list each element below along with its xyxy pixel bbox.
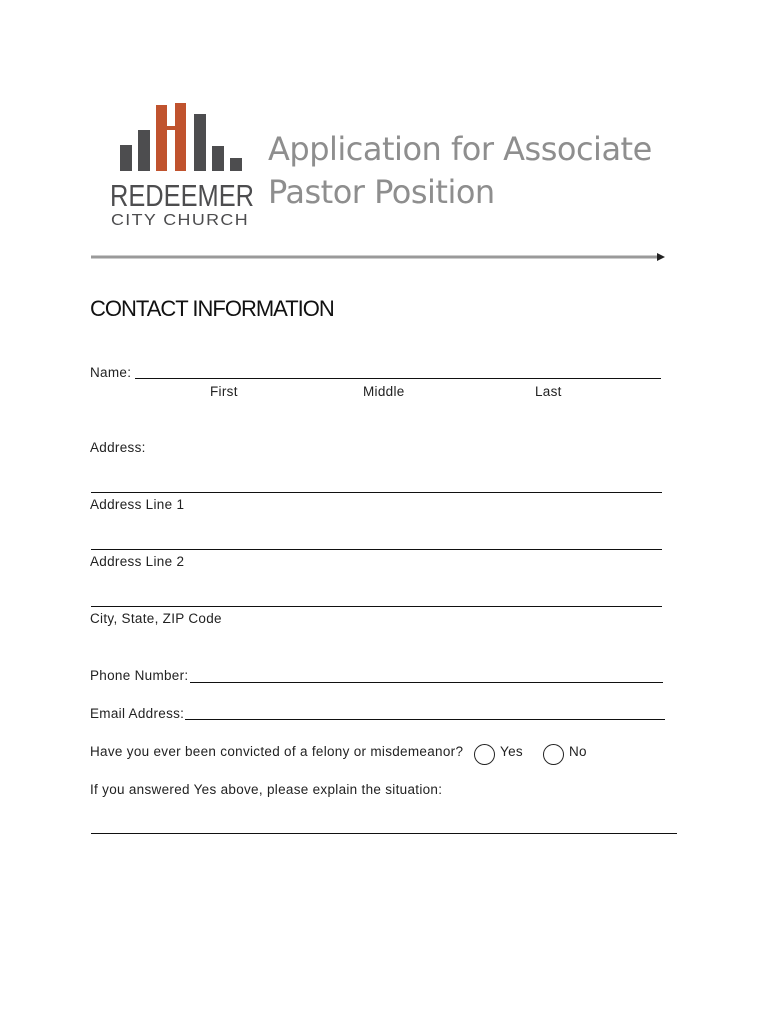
- name-field[interactable]: [135, 378, 661, 379]
- last-name-caption: Last: [535, 384, 562, 399]
- address-line-1-field[interactable]: [91, 492, 662, 493]
- address-line-2-caption: Address Line 2: [90, 554, 185, 569]
- explain-field[interactable]: [91, 833, 677, 834]
- address-line-1-caption: Address Line 1: [90, 497, 185, 512]
- header-divider: [91, 249, 665, 259]
- first-name-caption: First: [210, 384, 238, 399]
- felony-question: Have you ever been convicted of a felony or misdemeanor?: [90, 744, 464, 759]
- explain-label: If you answered Yes above, please explain the situation:: [90, 782, 443, 797]
- city-state-zip-field[interactable]: [91, 606, 662, 607]
- no-label: No: [569, 744, 587, 759]
- email-field[interactable]: [185, 719, 665, 720]
- address-line-2-field[interactable]: [91, 549, 662, 550]
- church-logo: [108, 100, 258, 232]
- no-radio[interactable]: [543, 744, 564, 765]
- city-state-zip-caption: City, State, ZIP Code: [90, 611, 222, 626]
- page-title-line-2: Pastor Position: [268, 173, 495, 211]
- logo-mark-icon: [108, 100, 258, 232]
- yes-label: Yes: [500, 744, 523, 759]
- phone-label: Phone Number:: [90, 668, 189, 683]
- address-label: Address:: [90, 440, 146, 455]
- middle-name-caption: Middle: [363, 384, 405, 399]
- logo-subline: CITY CHURCH: [111, 212, 249, 229]
- name-label: Name:: [90, 365, 132, 380]
- page-title-line-1: Application for Associate: [268, 130, 652, 168]
- phone-field[interactable]: [190, 682, 663, 683]
- yes-radio[interactable]: [474, 744, 495, 765]
- logo-wordmark: REDEEMER: [110, 178, 254, 213]
- email-label: Email Address:: [90, 706, 185, 721]
- page-title: [268, 128, 652, 214]
- section-heading: CONTACT INFORMATION: [90, 296, 334, 321]
